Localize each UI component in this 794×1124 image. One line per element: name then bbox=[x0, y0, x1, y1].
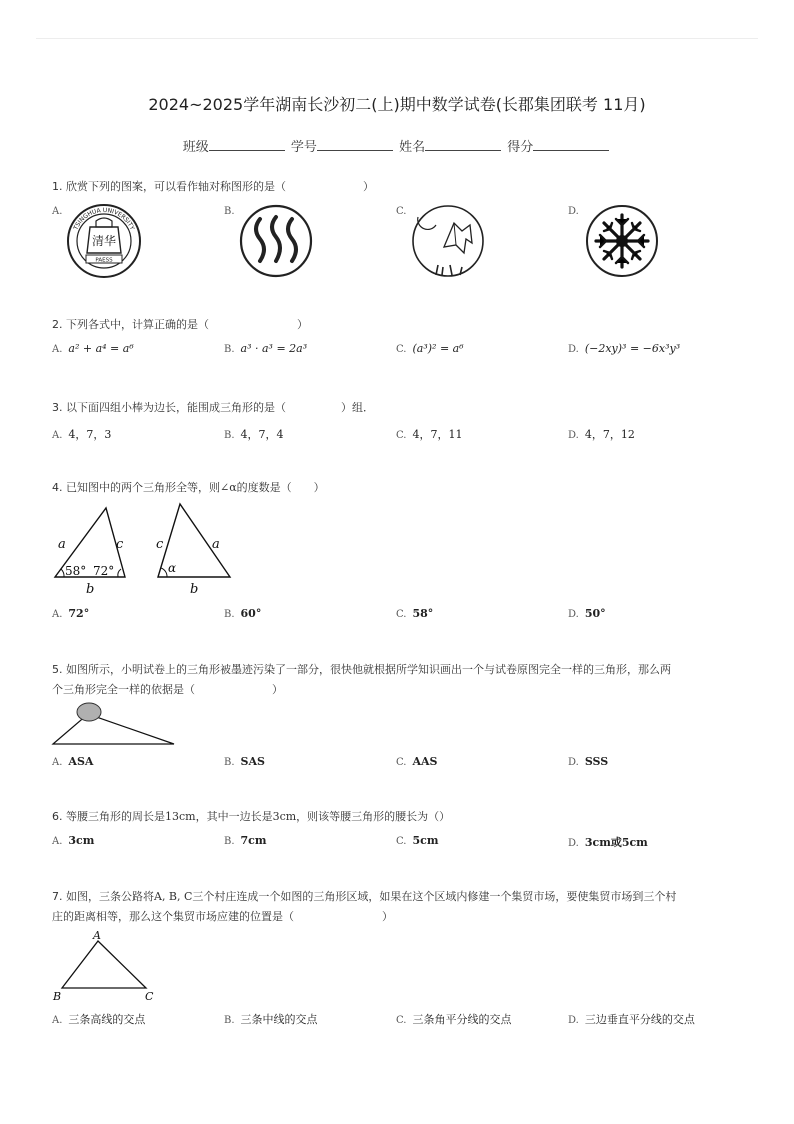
question-2-options bbox=[52, 342, 752, 360]
question-text: 下列各式中，计算正确的是（ ） bbox=[66, 318, 308, 331]
question-6 bbox=[52, 807, 752, 827]
seal-ribbon-text: PAESS bbox=[95, 257, 113, 264]
tri1-side-b: b bbox=[86, 582, 95, 597]
question-number: 1. bbox=[52, 180, 63, 193]
question-number: 3. bbox=[52, 401, 63, 414]
snowflake-center bbox=[616, 235, 628, 247]
student-info-line bbox=[0, 136, 794, 155]
question-3-options bbox=[52, 426, 752, 444]
page-title: 2024~2025学年湖南长沙初二(上)期中数学试卷(长郡集团联考 11月) bbox=[148, 95, 646, 114]
option-c[interactable]: C. 58° bbox=[396, 607, 434, 620]
congruent-triangles-figure bbox=[50, 500, 240, 598]
vertex-b: B bbox=[53, 990, 62, 1003]
ink-stained-triangle-figure bbox=[50, 700, 180, 750]
scene-grass bbox=[436, 265, 462, 275]
tri2-side-c: c bbox=[156, 537, 164, 552]
question-text-line2: 个三角形完全一样的依据是（ ） bbox=[52, 683, 283, 696]
tri1-angle-58: 58° bbox=[65, 564, 87, 578]
scene-fold-line bbox=[454, 223, 456, 245]
option-c[interactable]: C. 4，7，11 bbox=[396, 428, 463, 441]
option-b[interactable]: B. 60° bbox=[224, 607, 262, 620]
tsinghua-seal-image[interactable] bbox=[66, 203, 142, 279]
village-triangle-figure bbox=[50, 928, 170, 1004]
question-text: 已知图中的两个三角形全等，则∠α的度数是（ ） bbox=[66, 481, 325, 494]
scene-paper-figure bbox=[444, 223, 472, 253]
option-c[interactable]: C. 5cm bbox=[396, 834, 439, 847]
option-a[interactable]: A. a² + a⁴ = a⁶ bbox=[52, 342, 134, 355]
option-b[interactable]: B. 三条中线的交点 bbox=[224, 1013, 318, 1026]
stained-triangle bbox=[53, 714, 174, 744]
question-7 bbox=[52, 887, 752, 927]
vertex-c: C bbox=[145, 990, 154, 1003]
option-b[interactable]: B. 4，7，4 bbox=[224, 428, 284, 441]
header-rule bbox=[36, 38, 758, 39]
question-text-line1: 如图，三条公路将A, B, C三个村庄连成一个如图的三角形区域，如果在这个区域内修建一个集贸市场，要使集贸市场到三个村 bbox=[66, 890, 677, 903]
option-d[interactable]: D. 4，7，12 bbox=[568, 428, 635, 441]
question-4-options bbox=[52, 607, 752, 625]
option-b[interactable]: B. a³ · a³ = 2a³ bbox=[224, 342, 308, 355]
option-a[interactable]: A. 72° bbox=[52, 607, 90, 620]
option-b[interactable]: B. 7cm bbox=[224, 834, 267, 847]
option-label-a[interactable]: A. bbox=[52, 206, 63, 217]
question-5-options bbox=[52, 755, 752, 773]
question-5 bbox=[52, 660, 752, 700]
question-text: 以下面四组小棒为边长，能围成三角形的是（ ）组． bbox=[66, 401, 374, 414]
class-blank[interactable] bbox=[209, 141, 285, 151]
question-number: 2. bbox=[52, 318, 63, 331]
question-7-options bbox=[52, 1011, 752, 1029]
question-number: 4. bbox=[52, 481, 63, 494]
question-number: 5. bbox=[52, 663, 63, 676]
question-text-line1: 如图所示，小明试卷上的三角形被墨迹污染了一部分，很快他就根据所学知识画出一个与试卷原图完全一样的三角形，那么两 bbox=[66, 663, 671, 676]
tri1-angle-72: 72° bbox=[93, 564, 115, 578]
score-blank[interactable] bbox=[533, 141, 609, 151]
option-d[interactable]: D. (−2xy)³ = −6x³y³ bbox=[568, 342, 681, 355]
question-number: 7. bbox=[52, 890, 63, 903]
option-d[interactable]: D. 三边垂直平分线的交点 bbox=[568, 1013, 695, 1026]
option-c[interactable]: C. 三条角平分线的交点 bbox=[396, 1013, 512, 1026]
question-6-options bbox=[52, 834, 752, 852]
question-2 bbox=[52, 315, 752, 335]
option-a[interactable]: A. ASA bbox=[52, 755, 94, 768]
option-d[interactable]: D. 3cm或5cm bbox=[568, 836, 648, 849]
question-1 bbox=[52, 177, 752, 197]
angle-arc-72 bbox=[118, 569, 121, 577]
tri2-side-b: b bbox=[190, 582, 199, 597]
seal-inner-text: 清华 bbox=[91, 234, 117, 248]
snowflake-image[interactable] bbox=[584, 203, 660, 279]
option-a[interactable]: A. 3cm bbox=[52, 834, 95, 847]
id-label: 学号 bbox=[290, 140, 317, 155]
tri1-side-c: c bbox=[116, 537, 124, 552]
option-label-b[interactable]: B. bbox=[224, 206, 235, 217]
question-text: 欣赏下列的图案，可以看作轴对称图形的是（ ） bbox=[66, 180, 374, 193]
option-a[interactable]: A. 4，7，3 bbox=[52, 428, 112, 441]
option-c[interactable]: C. (a³)² = a⁶ bbox=[396, 342, 464, 355]
option-label-c[interactable]: C. bbox=[396, 206, 407, 217]
option-d[interactable]: D. SSS bbox=[568, 755, 609, 768]
seal-bell-top bbox=[96, 218, 112, 227]
tri2-angle-alpha: α bbox=[168, 561, 177, 575]
class-label: 班级 bbox=[182, 140, 209, 155]
option-label-d[interactable]: D. bbox=[568, 206, 579, 217]
id-blank[interactable] bbox=[317, 141, 393, 151]
steam-wave-left bbox=[256, 219, 264, 261]
name-blank[interactable] bbox=[425, 141, 501, 151]
name-label: 姓名 bbox=[399, 140, 426, 155]
vertex-a: A bbox=[93, 929, 101, 942]
steam-wave-middle bbox=[272, 217, 280, 261]
score-label: 得分 bbox=[507, 140, 534, 155]
tri1-side-a: a bbox=[58, 537, 66, 552]
question-3 bbox=[52, 398, 752, 418]
question-text: 等腰三角形的周长是13cm，其中一边长是3cm，则该等腰三角形的腰长为（） bbox=[66, 810, 451, 823]
option-a[interactable]: A. 三条高线的交点 bbox=[52, 1013, 146, 1026]
steam-wave-right bbox=[288, 219, 296, 261]
village-triangle bbox=[62, 941, 146, 988]
scene-ring bbox=[413, 206, 483, 276]
angle-arc-alpha bbox=[161, 568, 167, 577]
tri2-side-a: a bbox=[212, 537, 220, 552]
hot-spring-symbol-image[interactable] bbox=[238, 203, 314, 279]
option-d[interactable]: D. 50° bbox=[568, 607, 606, 620]
angle-arc-58 bbox=[61, 569, 64, 577]
option-c[interactable]: C. AAS bbox=[396, 755, 438, 768]
question-number: 6. bbox=[52, 810, 63, 823]
origami-scene-image[interactable] bbox=[410, 203, 486, 279]
question-4 bbox=[52, 478, 752, 498]
option-b[interactable]: B. SAS bbox=[224, 755, 265, 768]
question-text-line2: 庄的距离相等，那么这个集贸市场应建的位置是（ ） bbox=[52, 910, 393, 923]
seal-ring-text: TSINGHUA UNIVERSITY bbox=[72, 206, 136, 232]
ink-blot bbox=[77, 703, 101, 721]
